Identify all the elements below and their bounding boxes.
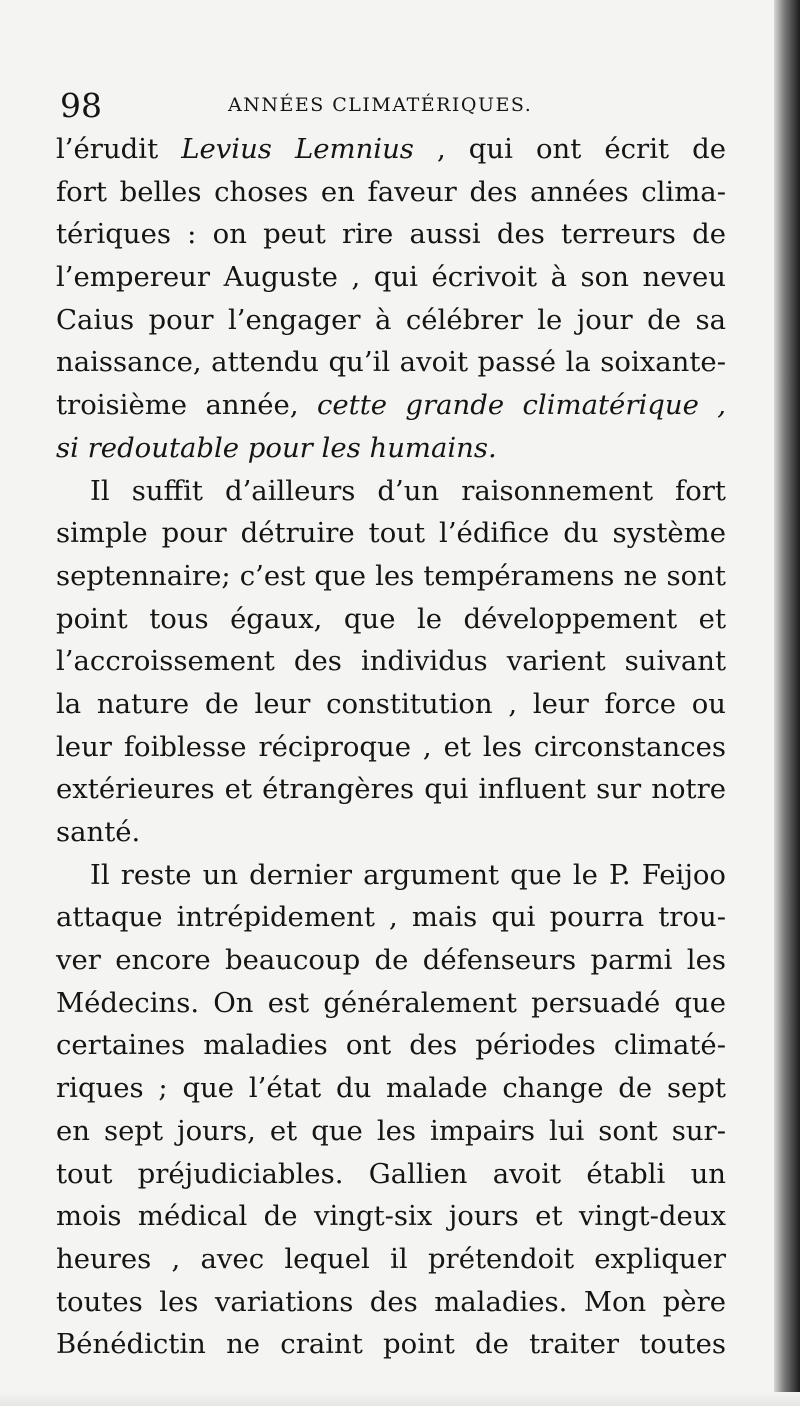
text-segment: leur foiblesse réciproque , et les circonstances bbox=[56, 730, 726, 763]
text-segment: Bénédictin ne craint point de traiter toutes bbox=[56, 1328, 726, 1361]
text-line bbox=[56, 726, 726, 769]
text-segment: l’empereur Auguste , qui écrivoit à son neveu bbox=[56, 261, 726, 294]
page-bottom-edge bbox=[0, 1392, 800, 1406]
text-line bbox=[56, 555, 726, 598]
text-segment: ver encore beaucoup de défenseurs parmi les bbox=[56, 944, 726, 977]
text-segment: simple pour détruire tout l’édifice du système bbox=[56, 517, 726, 550]
running-title: ANNÉES CLIMATÉRIQUES. bbox=[228, 94, 533, 116]
paragraph bbox=[56, 854, 726, 1366]
text-segment: point tous égaux, que le développement et bbox=[56, 602, 726, 635]
text-segment: l’érudit bbox=[56, 133, 182, 165]
text-line bbox=[56, 384, 726, 427]
text-line bbox=[56, 470, 726, 513]
text-line bbox=[56, 1153, 726, 1196]
text-line bbox=[56, 1323, 726, 1366]
text-segment: heures , avec lequel il prétendoit expliquer bbox=[56, 1242, 726, 1275]
text-segment: Médecins. On est généralement persuadé que bbox=[56, 986, 726, 1019]
text-segment: fort belles choses en faveur des années clima- bbox=[56, 175, 726, 208]
text-segment: extérieures et étrangères qui influent sur notre bbox=[56, 773, 726, 806]
text-segment: troisième année, bbox=[56, 389, 317, 422]
text-line bbox=[56, 854, 726, 897]
text-segment: naissance, attendu qu’il avoit passé la soixante- bbox=[56, 346, 726, 379]
italic-text: si redoutable pour les humains. bbox=[56, 431, 497, 464]
page-edge-shadow bbox=[774, 0, 800, 1406]
text-line bbox=[56, 598, 726, 641]
text-segment: , qui ont écrit de bbox=[413, 133, 726, 165]
text-segment: tériques : on peut rire aussi des terreurs de bbox=[56, 218, 726, 251]
text-segment: en sept jours, et que les impairs lui sont sur- bbox=[56, 1114, 726, 1147]
text-segment: Il suffit d’ailleurs d’un raisonnement fort bbox=[90, 474, 726, 507]
text-line bbox=[56, 213, 726, 256]
text-line bbox=[56, 1238, 726, 1281]
text-line bbox=[56, 1024, 726, 1067]
text-line bbox=[56, 299, 726, 342]
text-line bbox=[56, 512, 726, 555]
text-line bbox=[56, 341, 726, 384]
text-segment: Il reste un dernier argument que le P. Feijoo bbox=[90, 858, 726, 891]
text-line bbox=[56, 811, 726, 854]
text-line bbox=[56, 939, 726, 982]
paragraph bbox=[56, 470, 726, 854]
text-line bbox=[56, 128, 726, 171]
text-line bbox=[56, 640, 726, 683]
text-line bbox=[56, 982, 726, 1025]
italic-text: cette grande climatérique , bbox=[316, 389, 726, 422]
text-line bbox=[56, 768, 726, 811]
text-line bbox=[56, 683, 726, 726]
text-line bbox=[56, 427, 726, 470]
text-segment: toutes les variations des maladies. Mon père bbox=[56, 1285, 726, 1318]
text-segment: tout préjudiciables. Gallien avoit établi un bbox=[56, 1157, 726, 1190]
text-segment: mois médical de vingt-six jours et vingt-deux bbox=[56, 1200, 726, 1233]
text-segment: certaines maladies ont des périodes climaté- bbox=[56, 1029, 726, 1062]
text-line bbox=[56, 1195, 726, 1238]
text-segment: septennaire; c’est que les tempéramens ne sont bbox=[56, 559, 726, 592]
page-number: 98 bbox=[60, 86, 102, 125]
text-segment: l’accroissement des individus varient suivant bbox=[56, 645, 726, 678]
text-line bbox=[56, 1067, 726, 1110]
italic-text: Levius Lemnius bbox=[181, 133, 414, 165]
text-line bbox=[56, 256, 726, 299]
text-line bbox=[56, 896, 726, 939]
text-line bbox=[56, 1281, 726, 1324]
text-segment: riques ; que l’état du malade change de sept bbox=[56, 1072, 726, 1105]
text-segment: attaque intrépidement , mais qui pourra trou- bbox=[56, 901, 726, 934]
paragraph bbox=[56, 128, 726, 470]
text-line bbox=[56, 171, 726, 214]
text-segment: Caius pour l’engager à célébrer le jour de sa bbox=[56, 303, 726, 336]
page-header bbox=[60, 86, 750, 126]
text-segment: santé. bbox=[56, 816, 141, 848]
body-text bbox=[56, 128, 726, 1366]
text-line bbox=[56, 1110, 726, 1153]
text-segment: la nature de leur constitution , leur force ou bbox=[56, 687, 726, 720]
